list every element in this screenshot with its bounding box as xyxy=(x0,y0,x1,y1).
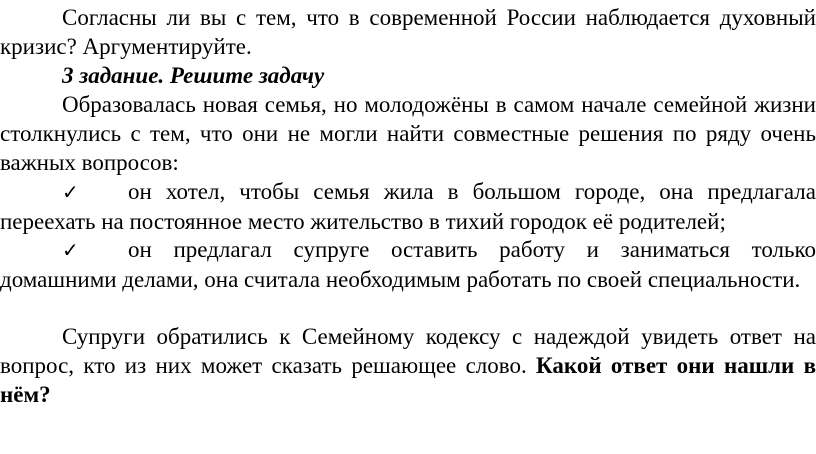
list-item xyxy=(0,177,816,236)
conclusion-question: Какой ответ они нашли в нём? xyxy=(0,353,816,407)
task-heading: 3 задание. Решите задачу xyxy=(62,63,325,88)
list-item xyxy=(0,235,816,294)
list-item-text: он хотел, чтобы семья жила в большом городе, она предлагала переехать на постоянное место жительство в тихий городок её родителей; xyxy=(0,179,816,234)
checkmark-icon: ✓ xyxy=(62,238,79,262)
intro-text: Согласны ли вы с тем, что в современной России наблюдается духовный кризис? Аргументируйте. xyxy=(0,5,816,59)
scenario-text: Образовалась новая семья, но молодожёны в самом начале семейной жизни столкнулись с тем, что они не могли найти совместные решения по ряду очень важных вопросов: xyxy=(0,92,816,175)
scenario-paragraph xyxy=(0,90,816,177)
conclusion-paragraph xyxy=(0,322,816,409)
list-item-text: он предлагал супруге оставить работу и заниматься только домашними делами, она считала необходимым работать по своей специальности. xyxy=(0,237,816,292)
intro-paragraph xyxy=(0,3,816,61)
checkmark-icon: ✓ xyxy=(62,180,79,204)
conclusion-text: Супруги обратились к Семейному кодексу с надеждой увидеть ответ на вопрос, кто из них может сказать решающее слово. xyxy=(0,324,816,378)
